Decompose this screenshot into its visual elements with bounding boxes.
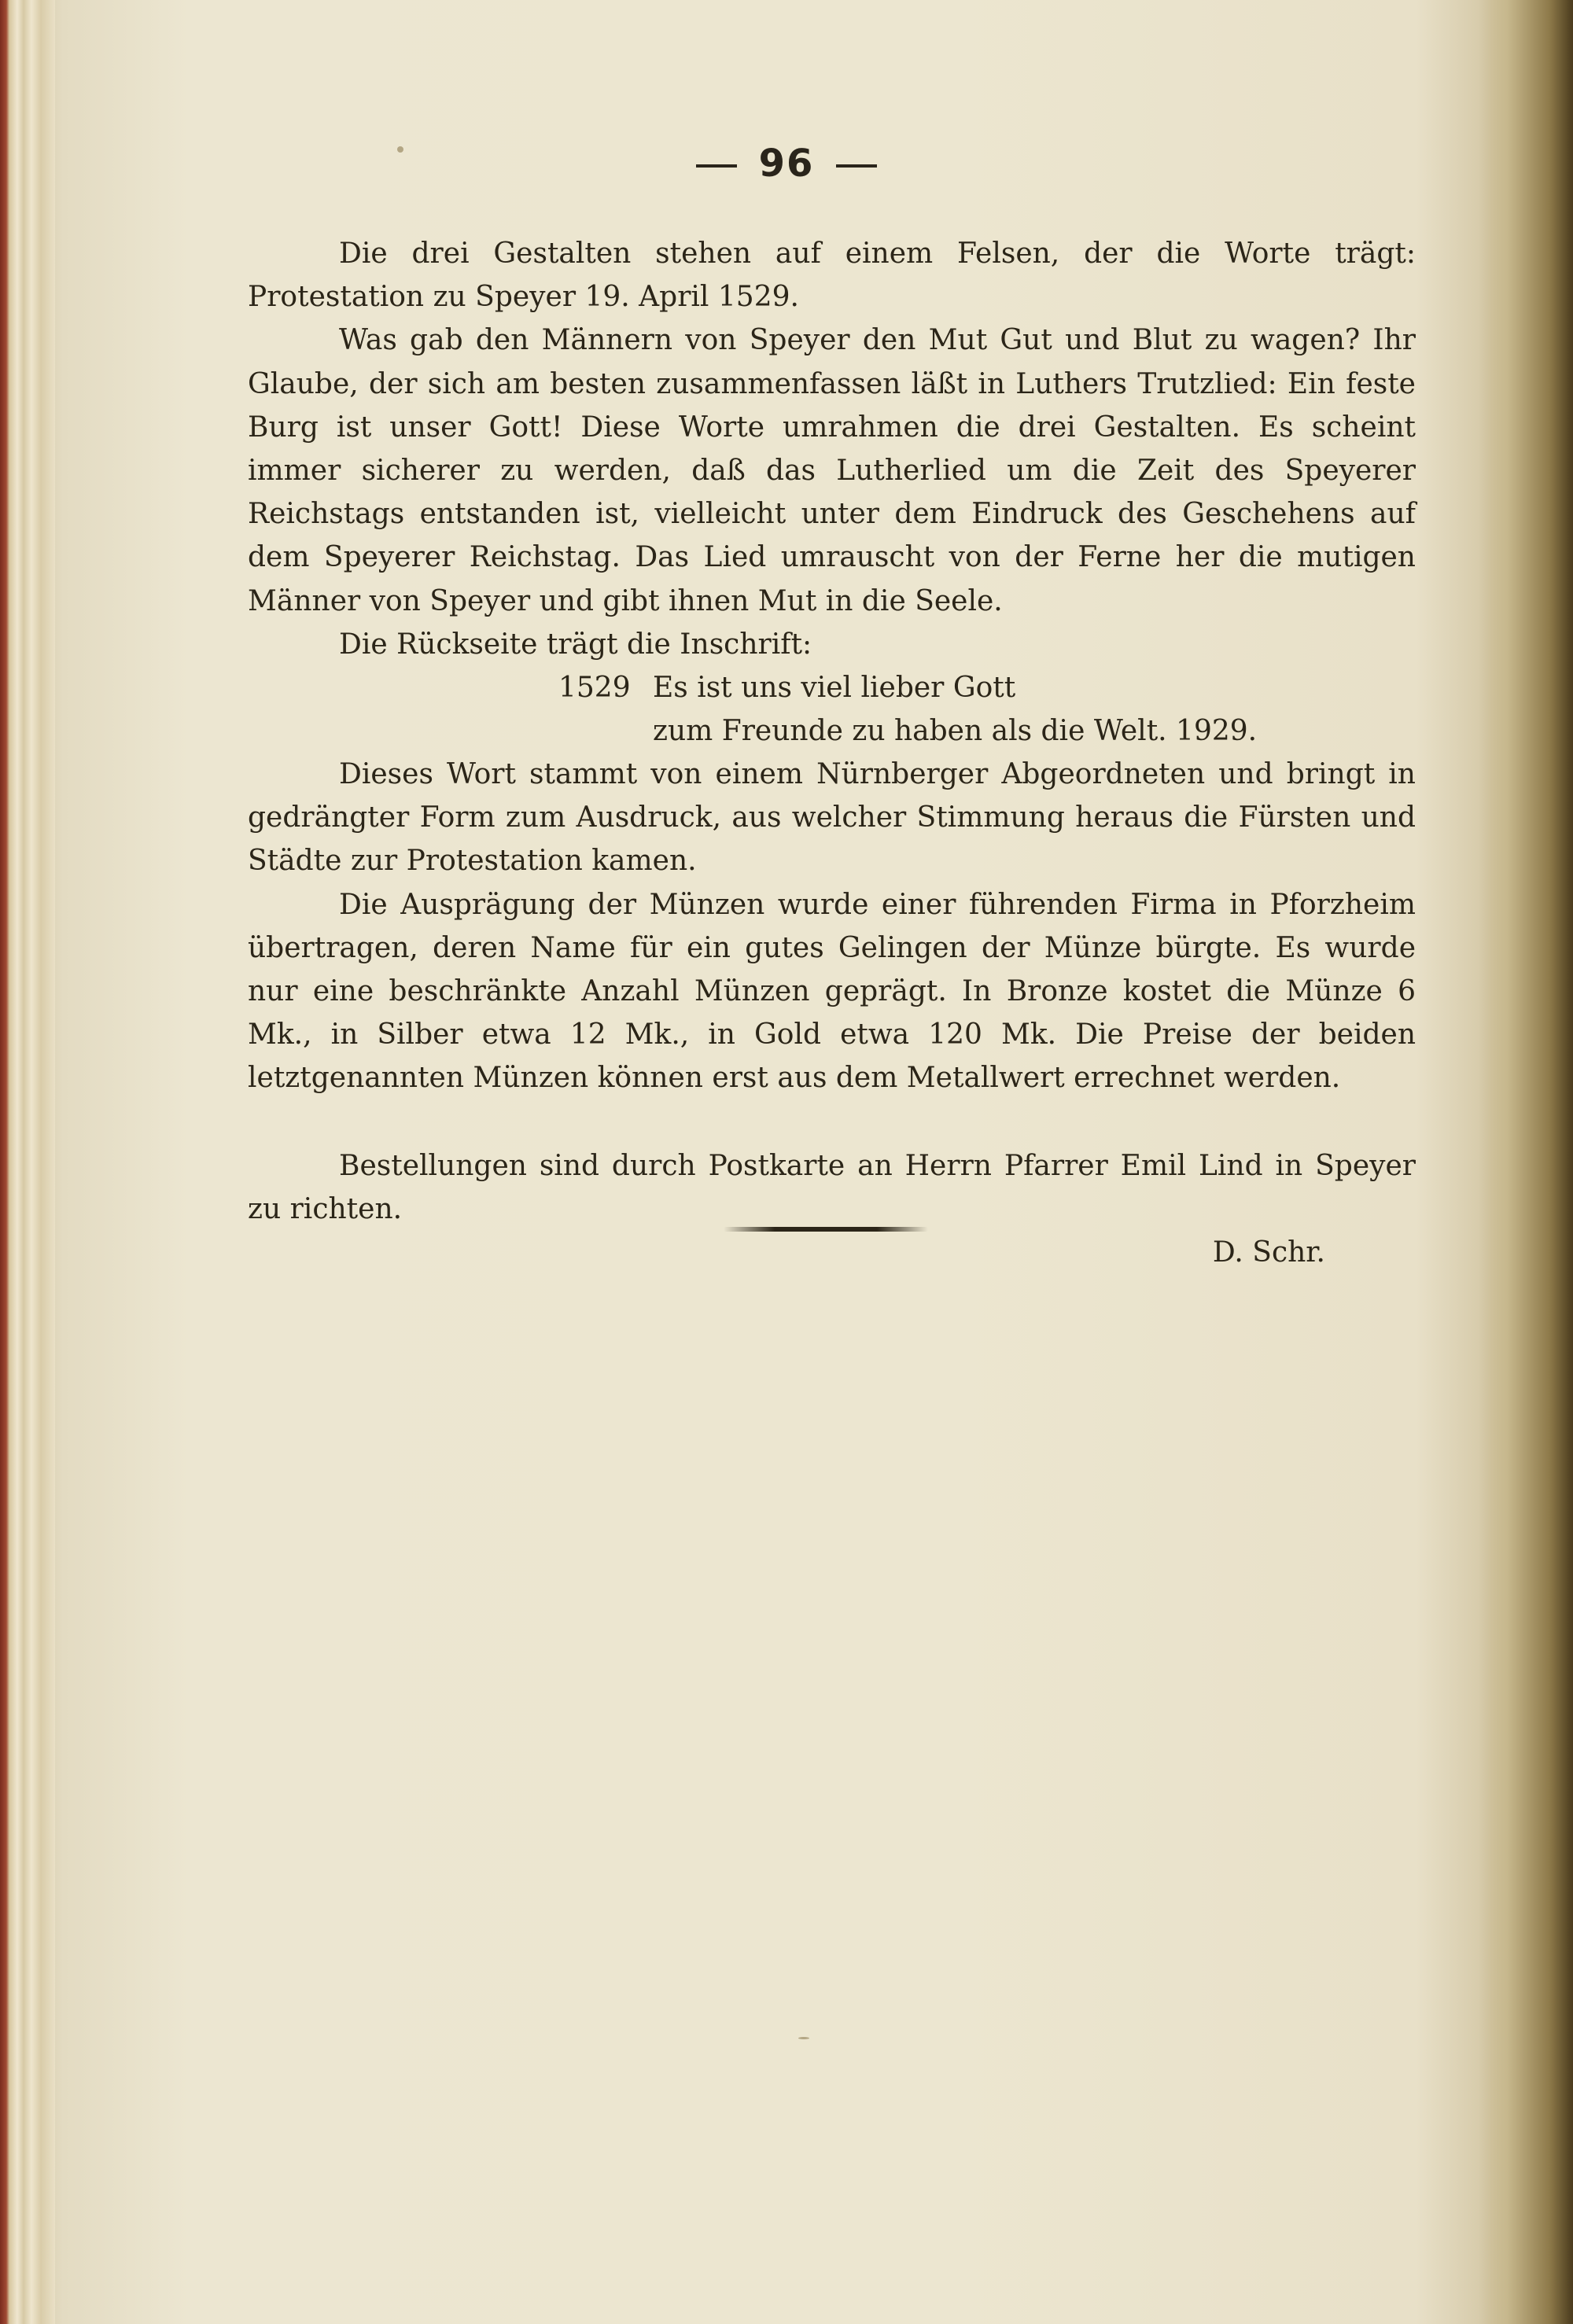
paragraph-gap: [248, 1100, 1416, 1144]
page-number-dash-left: [696, 164, 737, 168]
paragraph-felsen: Die drei Gestalten stehen auf einem Felsen, der die Worte trägt: Protestation zu Speyer 19. April 1529.: [248, 238, 1416, 314]
section-divider-rule: [724, 1227, 928, 1232]
signature: D. Schr.: [1212, 1236, 1325, 1269]
page-number-value: 96: [758, 142, 815, 186]
inscription-line-1: Es ist uns viel lieber Gott: [653, 672, 1016, 705]
book-binding-left: [0, 0, 55, 2324]
paragraph-nuernberger: Dieses Wort stammt von einem Nürnberger Abgeordneten und bringt in gedrängter Form zum Ausdruck, aus welcher Stimmung heraus die Fürsten und Städte zur Protestation kamen.: [248, 758, 1416, 878]
inscription-block: [248, 666, 1416, 753]
paragraph-bestellungen: Bestellungen sind durch Postkarte an Herrn Pfarrer Emil Lind in Speyer zu richten.: [248, 1149, 1416, 1225]
page-number: [0, 142, 1573, 186]
body-text: [248, 232, 1416, 1274]
paragraph-auspraegung: Die Ausprägung der Münzen wurde einer führenden Firma in Pforzheim übertragen, deren Name für ein gutes Gelingen der Münze bürgte. Es wurde nur eine beschränkte Anzahl Münzen geprägt. In Bronze kostet die Münze 6 Mk., in Silber etwa 12 Mk., in Gold etwa 120 Mk. Die Preise der beiden letztgenannten Münzen können erst aus dem Metallwert errechnet werden.: [248, 888, 1416, 1095]
inscription-line-2: zum Freunde zu haben als die Welt. 1929.: [653, 715, 1258, 748]
page-shadow-right: [1479, 0, 1573, 2324]
page-number-dash-right: [836, 164, 877, 168]
paragraph-rueckseite: Die Rückseite trägt die Inschrift:: [339, 628, 812, 661]
paper-spot: [798, 2037, 809, 2039]
inscription-year: 1529: [558, 672, 631, 705]
paragraph-glaube: Was gab den Männern von Speyer den Mut Gut und Blut zu wagen? Ihr Glaube, der sich am besten zusammenfassen läßt in Luthers Trutzlied: Ein feste Burg ist unser Gott! Diese Worte umrahmen die drei Gestalten. Es scheint immer sicherer zu werden, daß das Lutherlied um die Zeit des Speyerer Reichstags entstanden ist, vielleicht unter dem Eindruck des Geschehens auf dem Speyerer Reichstag. Das Lied umrauscht von der Ferne her die mutigen Männer von Speyer und gibt ihnen Mut in die Seele.: [248, 324, 1416, 617]
